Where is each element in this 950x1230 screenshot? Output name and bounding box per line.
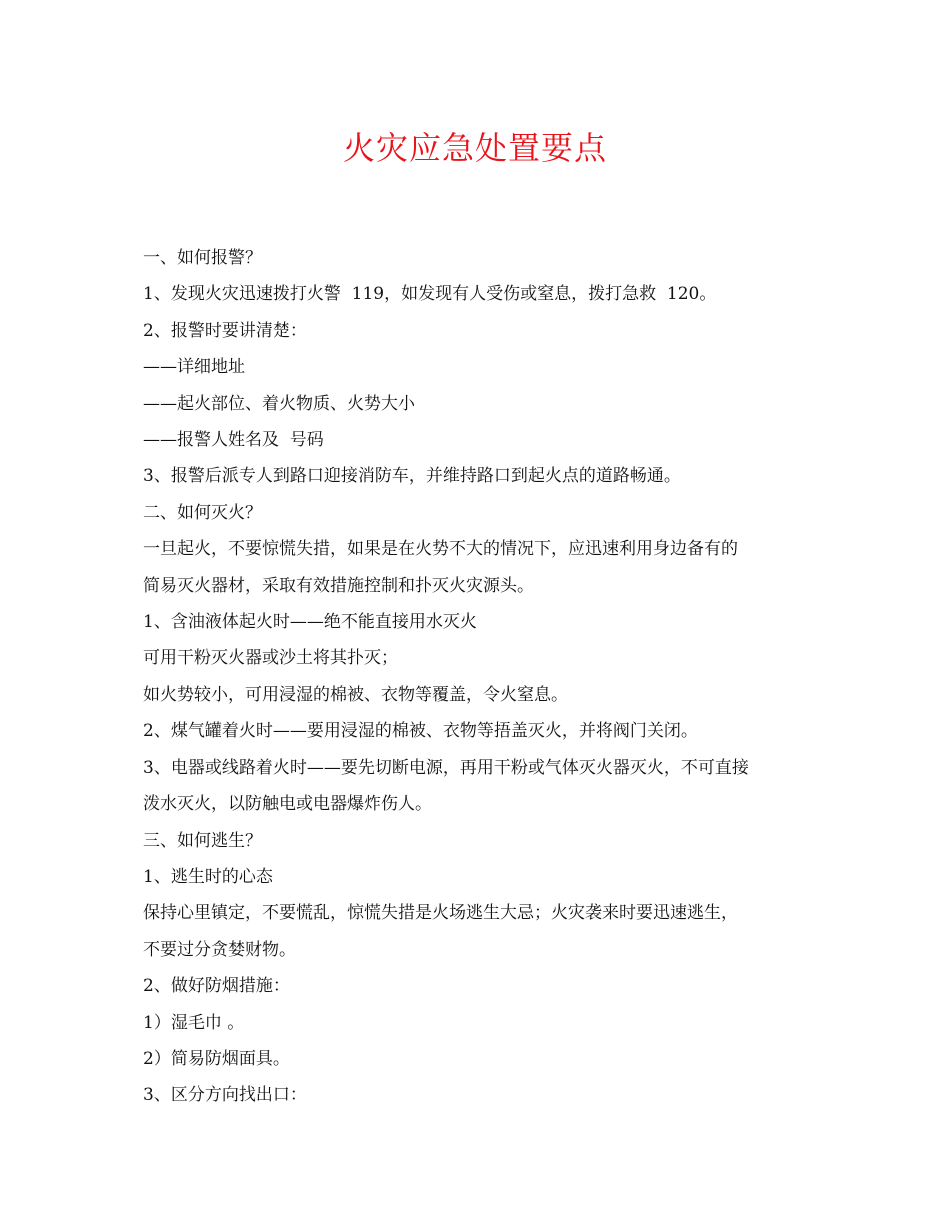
paragraph-line: 2、报警时要讲清楚： (143, 320, 307, 341)
paragraph-line: 泼水灭火，以防触电或电器爆炸伤人。 (143, 794, 432, 815)
paragraph-line: 1、含油液体起火时——绝不能直接用水灭火 (143, 612, 477, 633)
paragraph-line: 2、做好防烟措施： (143, 976, 290, 997)
paragraph-line: 不要过分贪婪财物。 (143, 939, 296, 960)
document-title: 火灾应急处置要点 (342, 129, 607, 167)
list-item: 1）湿毛巾 。 (143, 1012, 245, 1033)
section-heading-escape: 三、如何逃生？ (143, 830, 262, 851)
paragraph-line: 1、逃生时的心态 (143, 866, 273, 887)
document-body (143, 240, 823, 1114)
section-heading-alarm: 一、如何报警？ (143, 248, 262, 268)
paragraph-line: 1、发现火灾迅速拨打火警 119，如发现有人受伤或窒息，拨打急救 120。 (143, 284, 717, 305)
paragraph-line: 一旦起火，不要惊慌失措，如果是在火势不大的情况下，应迅速利用身边备有的 (143, 539, 738, 560)
list-item: ——详细地址 (143, 357, 245, 378)
paragraph-line: 可用干粉灭火器或沙土将其扑灭； (143, 648, 398, 669)
section-heading-extinguish: 二、如何灭火？ (143, 502, 262, 523)
paragraph-line: 简易灭火器材，采取有效措施控制和扑灭火灾源头。 (143, 575, 534, 596)
paragraph-line: 3、报警后派专人到路口迎接消防车，并维持路口到起火点的道路畅通。 (143, 466, 681, 487)
list-item: ——报警人姓名及 号码 (143, 430, 324, 451)
paragraph-line: 3、电器或线路着火时——要先切断电源，再用干粉或气体灭火器灭火，不可直接 (143, 757, 749, 778)
list-item: 2）简易防烟面具。 (143, 1048, 290, 1069)
paragraph-line: 2、煤气罐着火时——要用浸湿的棉被、衣物等捂盖灭火，并将阀门关闭。 (143, 721, 698, 742)
paragraph-line: 3、区分方向找出口： (143, 1085, 307, 1106)
paragraph-line: 如火势较小，可用浸湿的棉被、衣物等覆盖，令火窒息。 (143, 684, 568, 705)
list-item: ——起火部位、着火物质、火势大小 (143, 393, 415, 414)
paragraph-line: 保持心里镇定，不要慌乱，惊慌失措是火场逃生大忌；火灾袭来时要迅速逃生， (143, 903, 738, 924)
